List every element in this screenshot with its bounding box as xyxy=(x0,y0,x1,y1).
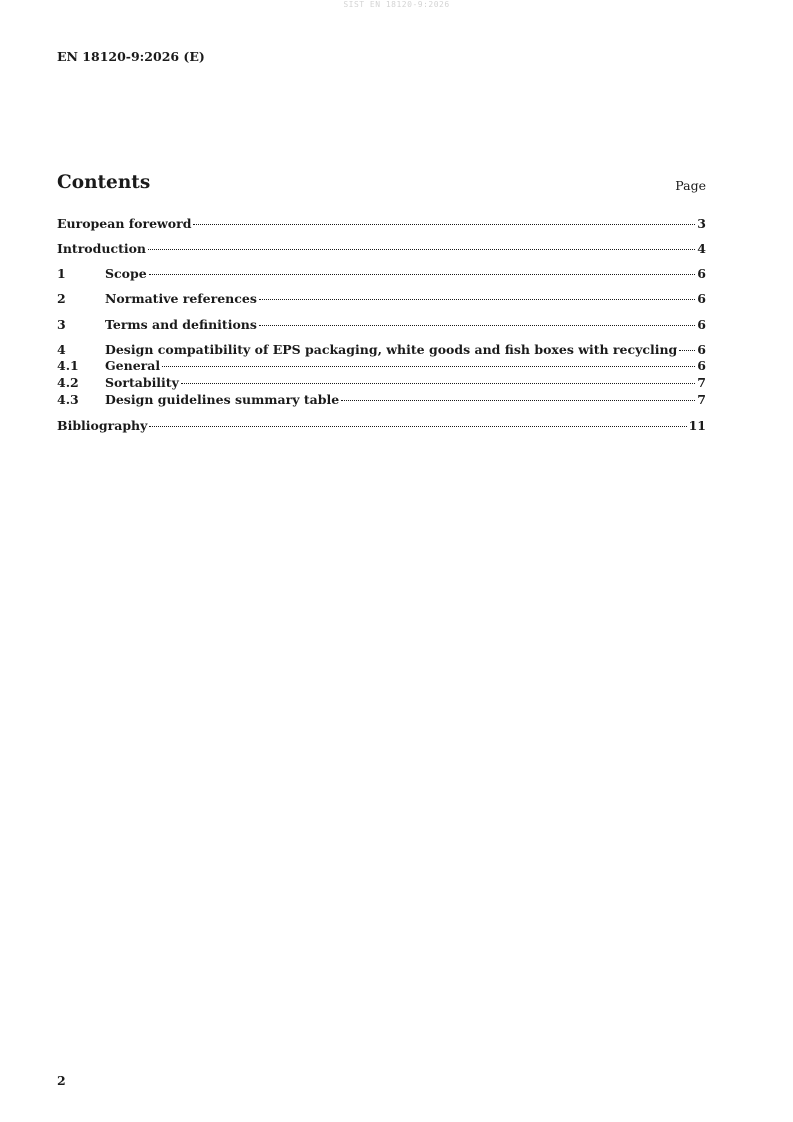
toc-entry-page: 6 xyxy=(697,291,706,306)
toc-entry-title: Design guidelines summary table xyxy=(105,392,340,407)
toc-entry-sortability[interactable] xyxy=(57,375,706,391)
contents-heading: Contents xyxy=(57,172,151,193)
toc-entry-page: 7 xyxy=(697,392,706,407)
toc-entry-scope[interactable] xyxy=(57,266,706,282)
toc-leader-dots xyxy=(149,426,686,427)
toc-entry-title: Introduction xyxy=(57,241,147,256)
toc-entry-number: 3 xyxy=(57,317,66,332)
toc-entry-page: 4 xyxy=(697,241,706,256)
document-id: EN 18120-9:2026 (E) xyxy=(57,49,205,64)
toc-entry-title: General xyxy=(105,358,161,373)
toc-entry-page: 3 xyxy=(697,216,706,231)
toc-entry-number: 4 xyxy=(57,342,66,357)
toc-entry-page: 6 xyxy=(697,342,706,357)
toc-entry-terms-and-definitions[interactable] xyxy=(57,317,706,333)
toc-entry-page: 11 xyxy=(688,418,706,433)
toc-entry-title: Design compatibility of EPS packaging, white goods and fish boxes with recycling xyxy=(105,342,678,357)
toc-entry-european-foreword[interactable] xyxy=(57,216,706,232)
toc-entry-general[interactable] xyxy=(57,358,706,374)
toc-leader-dots xyxy=(193,224,695,225)
toc-leader-dots xyxy=(149,274,696,275)
toc-entry-normative-references[interactable] xyxy=(57,291,706,307)
toc-entry-page: 6 xyxy=(697,358,706,373)
toc-entry-title: Scope xyxy=(105,266,147,281)
toc-entry-title: European foreword xyxy=(57,216,192,231)
toc-entry-number: 1 xyxy=(57,266,66,281)
toc-entry-design-compatibility[interactable] xyxy=(57,342,706,358)
toc-leader-dots xyxy=(679,350,695,351)
toc-entry-page: 7 xyxy=(697,375,706,390)
toc-entry-title: Bibliography xyxy=(57,418,148,433)
toc-entry-number: 2 xyxy=(57,291,66,306)
watermark: SIST EN 18120-9:2026 xyxy=(343,0,450,9)
toc-entry-page: 6 xyxy=(697,317,706,332)
toc-entry-number: 4.3 xyxy=(57,392,79,407)
toc-entry-introduction[interactable] xyxy=(57,241,706,257)
toc-leader-dots xyxy=(148,249,695,250)
toc-entry-title: Normative references xyxy=(105,291,257,306)
toc-entry-number: 4.1 xyxy=(57,358,79,373)
toc-leader-dots xyxy=(181,383,695,384)
page-column-label: Page xyxy=(675,178,706,193)
toc-entry-title: Sortability xyxy=(105,375,179,390)
toc-leader-dots xyxy=(341,400,695,401)
toc-entry-number: 4.2 xyxy=(57,375,79,390)
toc-entry-title: Terms and definitions xyxy=(105,317,257,332)
toc-entry-design-guidelines-summary[interactable] xyxy=(57,392,706,408)
toc-leader-dots xyxy=(259,299,695,300)
toc-entry-bibliography[interactable] xyxy=(57,418,706,434)
page-number: 2 xyxy=(57,1073,66,1088)
toc-leader-dots xyxy=(259,325,695,326)
toc-leader-dots xyxy=(162,366,695,367)
toc-entry-page: 6 xyxy=(697,266,706,281)
